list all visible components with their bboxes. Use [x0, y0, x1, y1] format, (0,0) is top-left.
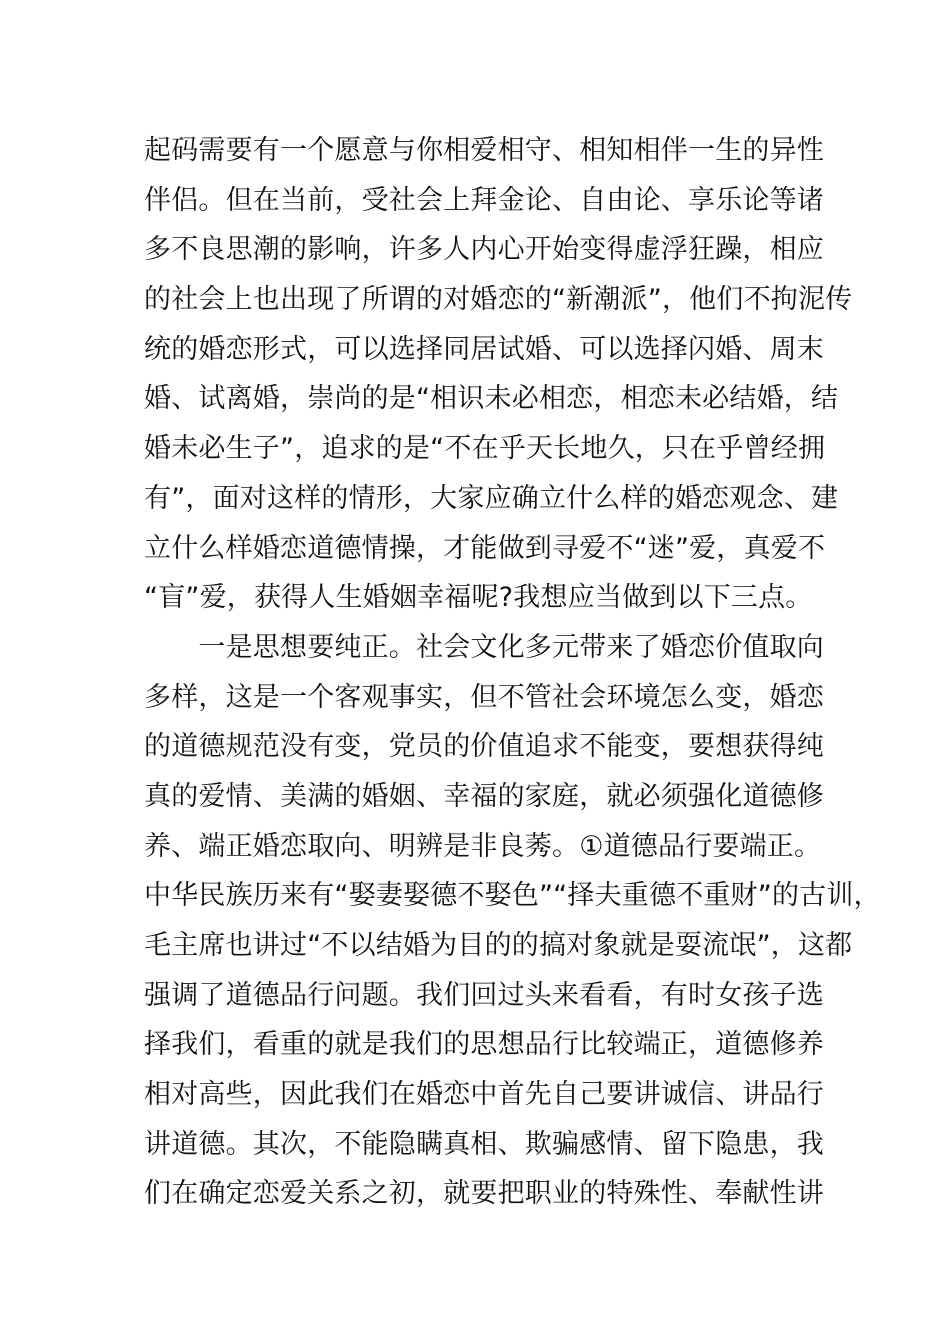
paragraph-start-line: 一是思想要纯正。社会文化多元带来了婚恋价值取向: [144, 631, 824, 663]
text-line: 有”，面对这样的情形，大家应确立什么样的婚恋观念、建: [144, 482, 839, 514]
text-line: 起码需要有一个愿意与你相爱相守、相知相伴一生的异性: [144, 135, 824, 166]
text-line: 统的婚恋形式，可以选择同居试婚、可以选择闪婚、周末: [144, 333, 824, 365]
text-line: 真的爱情、美满的婚姻、幸福的家庭，就必须强化道德修: [144, 780, 824, 812]
text-line: 的社会上也出现了所谓的对婚恋的“新潮派”，他们不拘泥传: [144, 284, 853, 316]
text-line: 毛主席也讲过“不以结婚为目的的搞对象就是耍流氓”，这都: [144, 930, 853, 961]
text-line: 婚未必生子”，追求的是“不在乎天长地久，只在乎曾经拥: [144, 433, 826, 465]
text-line: 强调了道德品行问题。我们回过头来看看，有时女孩子选: [144, 979, 824, 1011]
text-line: 择我们，看重的就是我们的思想品行比较端正，道德修养: [144, 1029, 824, 1061]
text-line: 立什么样婚恋道德情操，才能做到寻爱不“迷”爱，真爱不: [144, 532, 826, 564]
text-line: 伴侣。但在当前，受社会上拜金论、自由论、享乐论等诸: [144, 184, 824, 216]
text-line: 中华民族历来有“娶妻娶德不娶色”“择夫重德不重财”的古训，: [144, 880, 881, 912]
text-line: 养、端正婚恋取向、明辨是非良莠。①道德品行要端正。: [144, 830, 822, 862]
text-line: 婚、试离婚，崇尚的是“相识未必相恋，相恋未必结婚，结: [144, 383, 839, 415]
body-text: [144, 126, 881, 1219]
text-line: 们在确定恋爱关系之初，就要把职业的特殊性、奉献性讲: [144, 1178, 824, 1210]
text-line: 相对高些，因此我们在婚恋中首先自己要讲诚信、讲品行: [144, 1079, 824, 1111]
text-line: 多样，这是一个客观事实，但不管社会环境怎么变，婚恋: [144, 681, 824, 713]
text-line: 的道德规范没有变，党员的价值追求不能变，要想获得纯: [144, 731, 824, 763]
text-line: “盲”爱，获得人生婚姻幸福呢?我想应当做到以下三点。: [144, 582, 813, 614]
text-line: 多不良思潮的影响，许多人内心开始变得虚浮狂躁，相应: [144, 234, 824, 266]
text-line: 讲道德。其次，不能隐瞒真相、欺骗感情、留下隐患，我: [144, 1128, 824, 1160]
